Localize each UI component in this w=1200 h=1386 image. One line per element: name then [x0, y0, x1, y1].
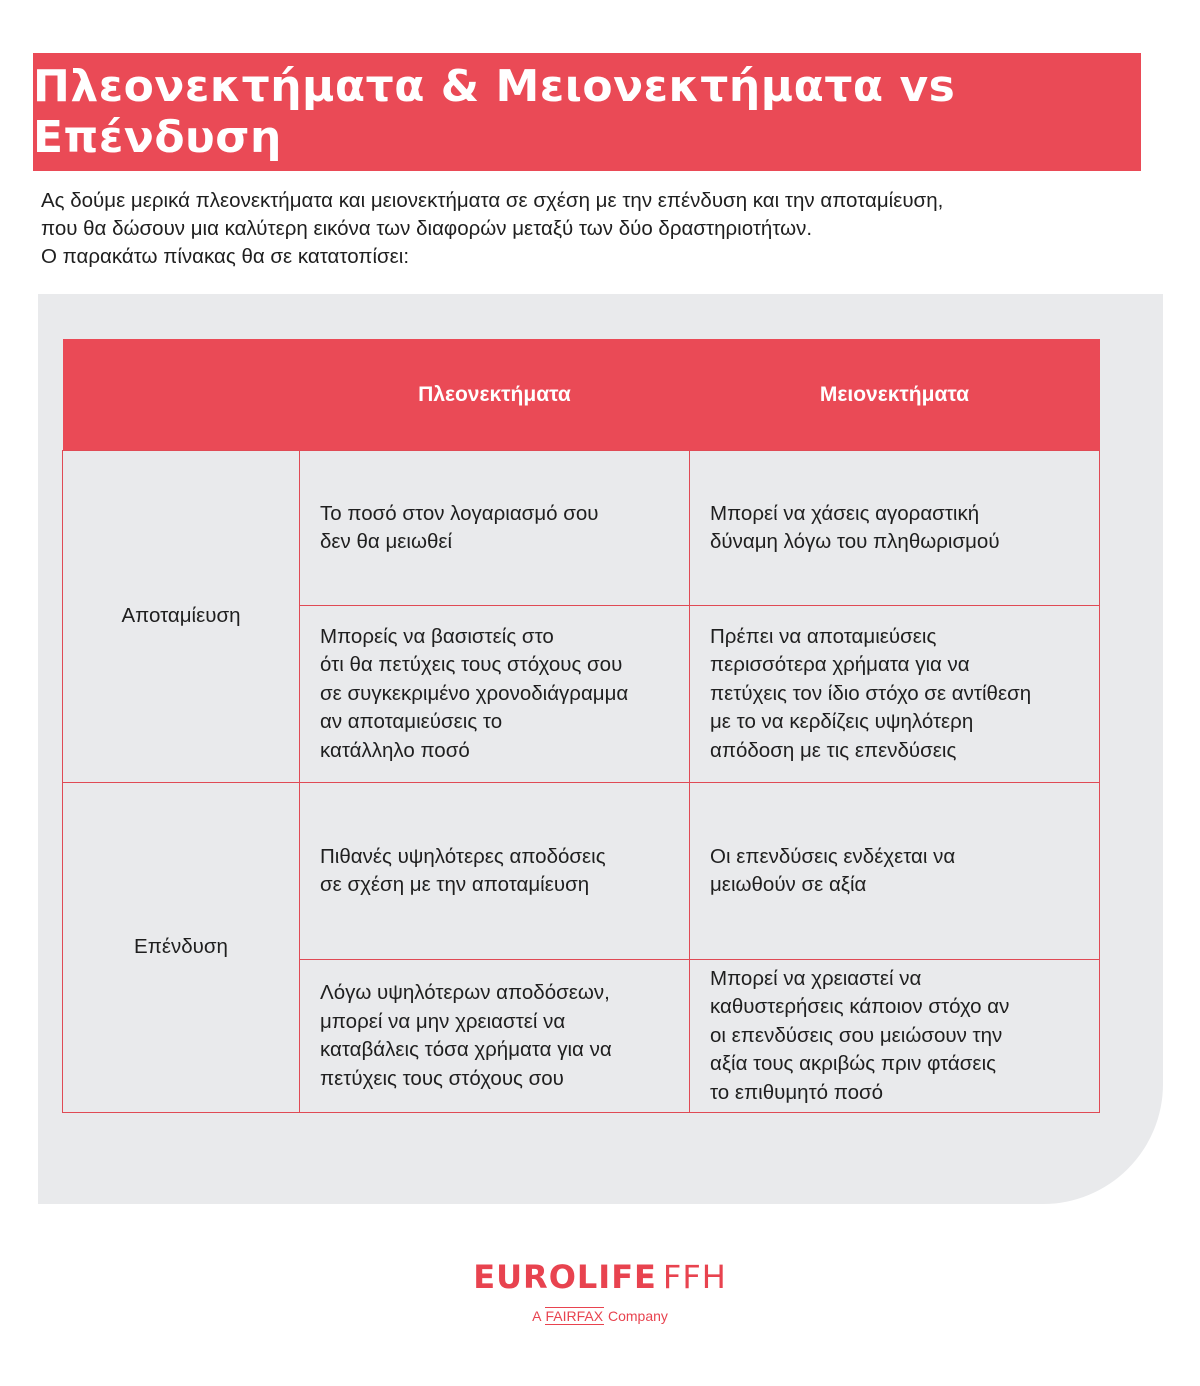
intro-line: Ας δούμε μερικά πλεονεκτήματα και μειονεκτήματα σε σχέση με την επένδυση και την αποταμίευση, [41, 189, 944, 212]
disadvantage-cell [690, 451, 1100, 606]
advantage-cell [300, 783, 690, 960]
cell-text: Μπορείς να βασιστείς στο ότι θα πετύχεις τους στόχους σου σε συγκεκριμένο χρονοδιάγραμμα αν αποταμιεύσεις το κατάλληλο ποσό [320, 624, 629, 762]
row-label-investment: Επένδυση [63, 783, 300, 1113]
header-empty-cell [63, 339, 300, 451]
table-header-row [63, 339, 1100, 451]
cell-text: Λόγω υψηλότερων αποδόσεων, μπορεί να μην χρειαστεί να καταβάλεις τόσα χρήματα για να πετύχεις τους στόχους σου [320, 981, 612, 1090]
disadvantage-cell [690, 783, 1100, 960]
intro-line: Ο παρακάτω πίνακας θα σε κατατοπίσει: [41, 245, 410, 268]
advantage-cell [300, 960, 690, 1113]
header-disadvantages: Μειονεκτήματα [690, 339, 1100, 451]
advantage-cell [300, 451, 690, 606]
disadvantage-cell [690, 960, 1100, 1113]
title-banner [33, 53, 1141, 171]
advantage-cell [300, 606, 690, 783]
cell-text: Το ποσό στον λογαριασμό σου δεν θα μειωθεί [320, 501, 599, 553]
cell-text: Μπορεί να χρειαστεί να καθυστερήσεις κάποιον στόχο αν οι επενδύσεις σου μειώσουν την αξία τους ακριβώς πριν φτάσεις το επιθυμητό ποσό [710, 966, 1010, 1104]
brand-logo [0, 1258, 1200, 1324]
cell-text: Πιθανές υψηλότερες αποδόσεις σε σχέση με την αποταμίευση [320, 844, 606, 896]
logo-brand-main: EUROLIFE [473, 1258, 657, 1296]
logo-wordmark [0, 1258, 1200, 1296]
page-title: Πλεονεκτήματα & Μειονεκτήματα vs Επένδυση [33, 61, 956, 163]
table-row [63, 783, 1100, 960]
cell-text: Πρέπει να αποταμιεύσεις περισσότερα χρήματα για να πετύχεις τον ίδιο στόχο σε αντίθεση με το να κερδίζεις υψηλότερη απόδοση με τις επενδύσεις [710, 624, 1032, 762]
tagline-prefix: A [532, 1308, 541, 1324]
tagline-brand: FAIRFAX [545, 1308, 604, 1324]
table-row [63, 451, 1100, 606]
header-advantages: Πλεονεκτήματα [300, 339, 690, 451]
logo-brand-suffix: FFH [662, 1258, 727, 1296]
disadvantage-cell [690, 606, 1100, 783]
logo-tagline [0, 1308, 1200, 1324]
tagline-suffix: Company [608, 1308, 668, 1324]
row-label-savings: Αποταμίευση [63, 451, 300, 783]
cell-text: Μπορεί να χάσεις αγοραστική δύναμη λόγω του πληθωρισμού [710, 501, 1000, 553]
intro-text [41, 187, 1161, 271]
cell-text: Οι επενδύσεις ενδέχεται να μειωθούν σε αξία [710, 844, 956, 896]
comparison-table [62, 339, 1100, 1113]
intro-line: που θα δώσουν μια καλύτερη εικόνα των διαφορών μεταξύ των δύο δραστηριοτήτων. [41, 217, 813, 240]
